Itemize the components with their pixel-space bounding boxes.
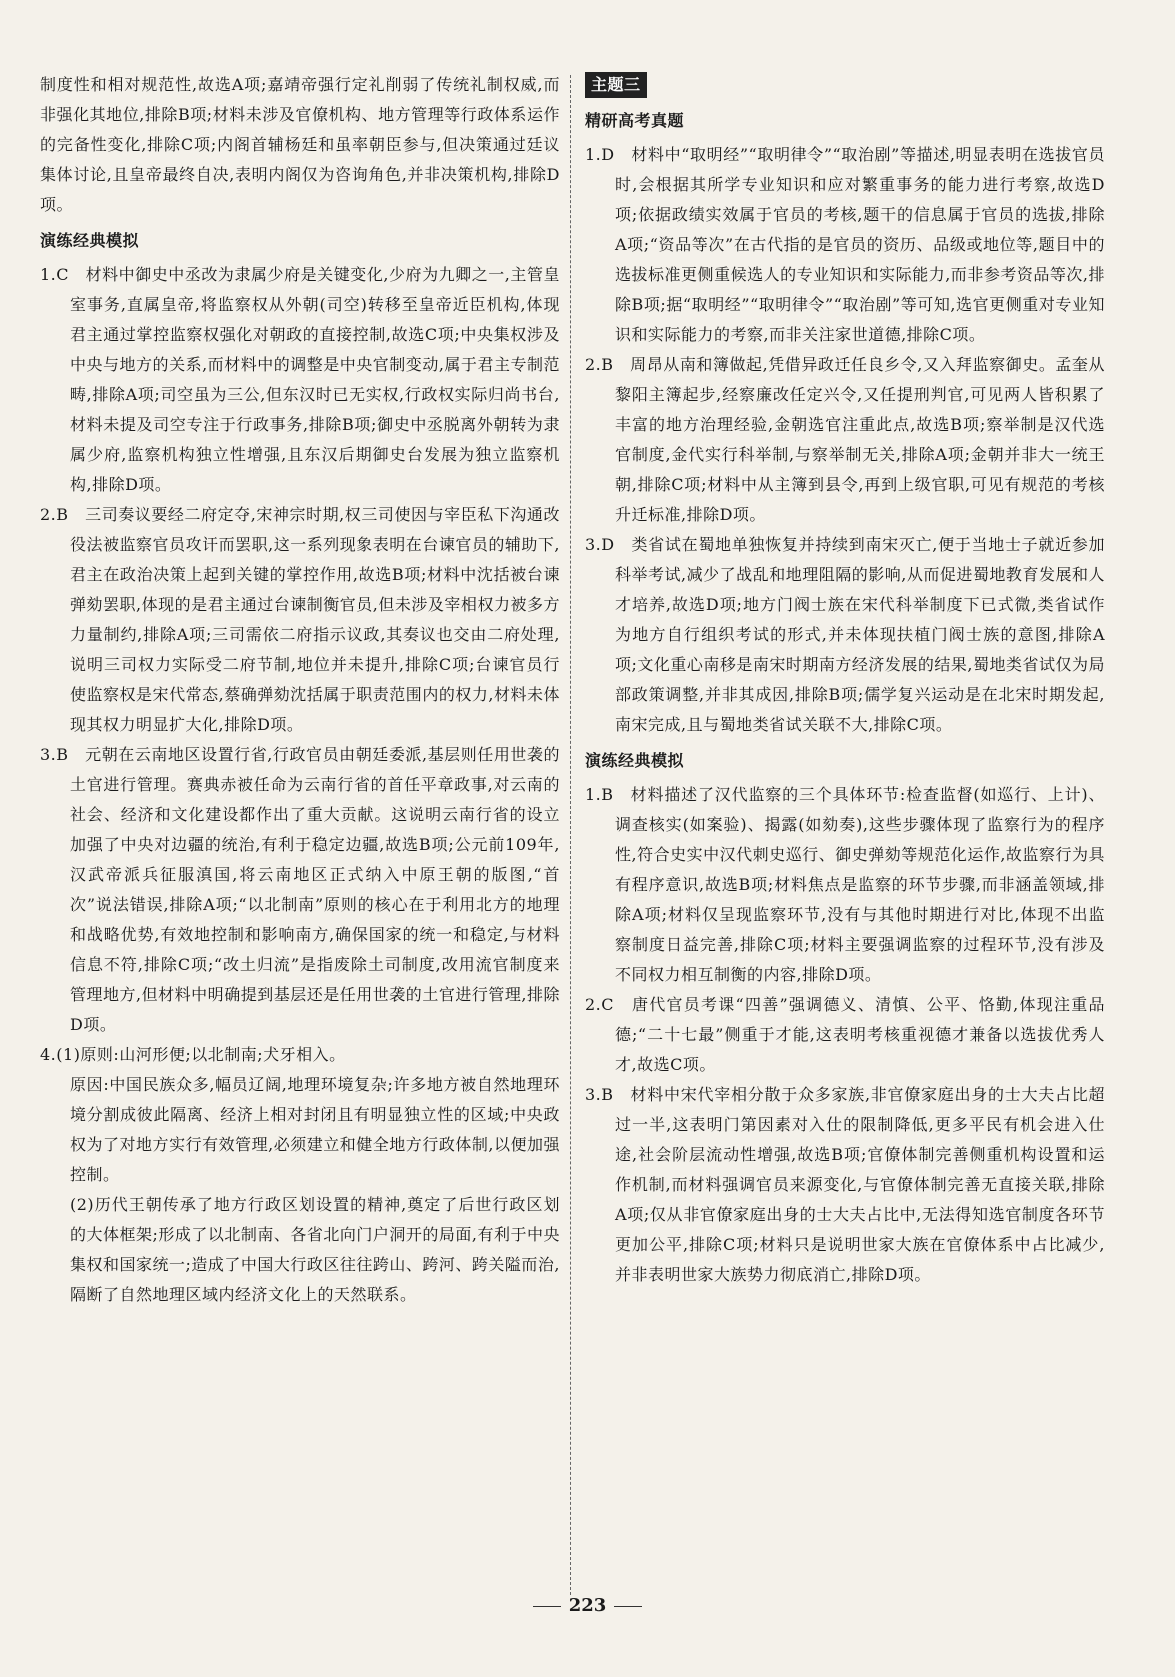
answer-item: 1.B 材料描述了汉代监察的三个具体环节:检查监督(如巡行、上计)、调查核实(如案验)、揭露(如劾奏),这些步骤体现了监察行为的程序性,符合史实中汉代刺史巡行、御史弹劾等规范化运作,故监察行为具有程序意识,故选B项;材料焦点是监察的环节步骤,而非涵盖领域,排除A项;材料仅呈现监察环节,没有与其他时期进行对比,体现不出监察制度日益完善,排除C项;材料主要强调监察的过程环节,没有涉及不同权力相互制衡的内容,排除D项。 (585, 785, 1105, 984)
answer-item: 2.B 三司奏议要经二府定夺,宋神宗时期,权三司使因与宰臣私下沟通改役法被监察官员攻讦而罢职,这一系列现象表明在台谏官员的辅助下,君主在政治决策上起到关键的掌控作用,故选B项;材料中沈括被台谏弹劾罢职,体现的是君主通过台谏制衡官员,但未涉及宰相权力被多方力量制约,排除A项;三司需依二府指示议政,其奏议也交由二府处理,说明三司权力实际受二府节制,地位并未提升,排除C项;台谏官员行使监察权是宋代常态,蔡确弹劾沈括属于职责范围内的权力,材料未体现其权力明显扩大化,排除D项。 (40, 505, 560, 734)
answer-item: 2.B 周昂从南和簿做起,凭借异政迁任良乡令,又入拜监察御史。孟奎从黎阳主簿起步,经察廉改任定兴令,又任提刑判官,可见两人皆积累了丰富的地方治理经验,金朝选官注重此点,故选B项;察举制是汉代选官制度,金代实行科举制,与察举制无关,排除A项;金朝并非大一统王朝,排除C项;材料中从主簿到县令,再到上级官职,可见有规范的考核升迁标准,排除D项。 (585, 355, 1105, 524)
answer-item: 1.C 材料中御史中丞改为隶属少府是关键变化,少府为九卿之一,主管皇室事务,直属皇帝,将监察权从外朝(司空)转移至皇帝近臣机构,体现君主通过掌控监察权强化对朝政的直接控制,故选C项;中央集权涉及中央与地方的关系,而材料中的调整是中央官制变动,属于君主专制范畴,排除A项;司空虽为三公,但东汉时已无实权,行政权实际归尚书台,材料未提及司空专注于行政事务,排除B项;御史中丞脱离外朝转为隶属少府,监察机构独立性增强,且东汉后期御史台发展为独立监察机构,排除D项。 (40, 265, 560, 494)
footer-dash-right (614, 1606, 642, 1607)
answer-item: 3.B 材料中宋代宰相分散于众多家族,非官僚家庭出身的士大夫占比超过一半,这表明门第因素对入仕的限制降低,更多平民有机会进入仕途,社会阶层流动性增强,故选B项;官僚体制完善侧重机构设置和运作机制,而材料强调官员来源变化,与官僚体制完善无直接关联,排除A项;仅从非官僚家庭出身的士大夫占比中,无法得知选官制度各环节更加公平,排除C项;材料只是说明世家大族在官僚体系中占比减少,并非表明世家大族势力彻底消亡,排除D项。 (585, 1085, 1105, 1284)
answer-item: 3.B 元朝在云南地区设置行省,行政官员由朝廷委派,基层则任用世袭的土官进行管理。赛典赤被任命为云南行省的首任平章政事,对云南的社会、经济和文化建设都作出了重大贡献。这说明云南行省的设立加强了中央对边疆的统治,有利于稳定边疆,故选B项;公元前109年,汉武帝派兵征服滇国,将云南地区正式纳入中原王朝的版图,“首次”说法错误,排除A项;“以北制南”原则的核心在于利用北方的地理和战略优势,有效地控制和影响南方,确保国家的统一和稳定,与材料信息不符,排除C项;“改土归流”是指废除土司制度,改用流官制度来管理地方,但材料中明确提到基层还是任用世袭的土官进行管理,排除D项。 (40, 745, 560, 1034)
answer-item: 3.D 类省试在蜀地单独恢复并持续到南宋灭亡,便于当地士子就近参加科举考试,减少了战乱和地理阻隔的影响,从而促进蜀地教育发展和人才培养,故选D项;地方门阀士族在宋代科举制度下已式微,类省试作为地方自行组织考试的形式,并未体现扶植门阀士族的意图,排除A项;文化重心南移是南宋时期南方经济发展的结果,蜀地类省试仅为局部政策调整,并非其成因,排除B项;儒学复兴运动是在北宋时期发起,南宋完成,且与蜀地类省试关联不大,排除C项。 (585, 535, 1105, 734)
section-heading-simulation: 演练经典模拟 (585, 751, 685, 770)
answer-item-4-part2: (2)历代王朝传承了地方行政区划设置的精神,奠定了后世行政区划的大体框架;形成了以北制南、各省北向门户洞开的局面,有利于中央集权和国家统一;造成了中国大行政区往往跨山、跨河、跨关隘而治,隔断了自然地理区域内经济文化上的天然联系。 (70, 1195, 560, 1304)
section-heading-simulation: 演练经典模拟 (40, 231, 140, 250)
right-column (585, 70, 1105, 1290)
footer-dash-left (533, 1606, 561, 1607)
section-heading-exam: 精研高考真题 (585, 111, 685, 130)
topic-label: 主题三 (585, 72, 647, 98)
intro-paragraph: 制度性和相对规范性,故选A项;嘉靖帝强行定礼削弱了传统礼制权威,而非强化其地位,排除B项;材料未涉及官僚机构、地方管理等行政体系运作的完备性变化,排除C项;内阁首辅杨廷和虽率朝臣参与,但决策通过廷议集体讨论,且皇帝最终自决,表明内阁仅为咨询角色,并非决策机构,排除D项。 (40, 75, 560, 214)
answer-item: 1.D 材料中“取明经”“取明律令”“取治剧”等描述,明显表明在选拔官员时,会根据其所学专业知识和应对繁重事务的能力进行考察,故选D项;依据政绩实效属于官员的考核,题干的信息属于官员的选拔,排除A项;“资品等次”在古代指的是官员的资历、品级或地位等,题目中的选拔标准更侧重候选人的专业知识和实际能力,而非参考资品等次,排除B项;据“取明经”“取明律令”“取治剧”等可知,选官更侧重对专业知识和实际能力的考察,而非关注家世道德,排除C项。 (585, 145, 1105, 344)
answer-item: 2.C 唐代官员考课“四善”强调德义、清慎、公平、恪勤,体现注重品德;“二十七最”侧重于才能,这表明考核重视德才兼备以选拔优秀人才,故选C项。 (585, 995, 1105, 1074)
answer-item-4-reason: 原因:中国民族众多,幅员辽阔,地理环境复杂;许多地方被自然地理环境分割成彼此隔离、经济上相对封闭且有明显独立性的区域;中央政权为了对地方实行有效管理,必须建立和健全地方行政体制,以便加强控制。 (70, 1075, 560, 1184)
page-number: 223 (568, 1595, 607, 1616)
left-column (40, 70, 560, 1310)
answer-item: 4.(1)原则:山河形便;以北制南;犬牙相入。 (40, 1045, 346, 1064)
page-footer (0, 1595, 1175, 1616)
column-divider (570, 75, 571, 1595)
